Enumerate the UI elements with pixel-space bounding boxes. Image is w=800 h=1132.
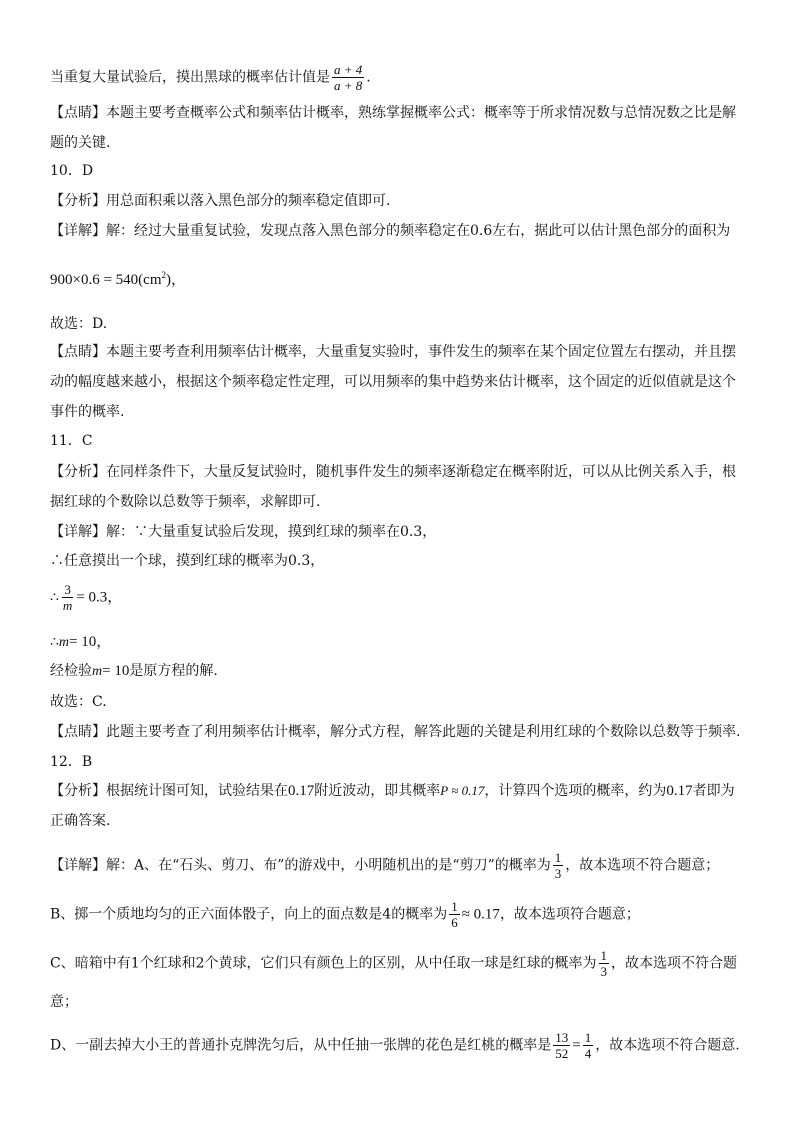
fraction-denominator: 3 — [600, 964, 608, 979]
variable: m — [58, 635, 70, 650]
fraction — [553, 1030, 570, 1061]
text: )， — [166, 272, 186, 288]
text: ，故本选项不符合题意； — [565, 857, 720, 874]
text: 经检验 — [50, 663, 92, 679]
fraction — [583, 1030, 594, 1061]
text: 附近波动，即其概率 — [314, 783, 441, 799]
question-number: 12．B — [50, 754, 93, 770]
text-line: 正确答案. — [50, 813, 111, 829]
fraction-numerator: 1 — [584, 1030, 592, 1045]
text: 者即为 — [692, 783, 735, 799]
text-line — [50, 899, 760, 930]
text-line — [50, 948, 760, 979]
text-line: 【点睛】本题主要考查概率公式和频率估计概率，熟练掌握概率公式：概率等于所求情况数与总情况数之比是解 — [50, 105, 736, 121]
text-line: 故选：C. — [50, 694, 107, 710]
text: 【分析】根据统计图可知，试验结果在 — [50, 783, 288, 799]
fraction — [61, 582, 74, 613]
therefore-symbol: ∴ — [50, 589, 59, 606]
equation-line — [50, 265, 760, 290]
text-line: 据红球的个数除以总数等于频率，求解即可. — [50, 494, 321, 510]
equals-sign: = — [572, 1037, 581, 1054]
equation: = 10， — [69, 634, 112, 650]
text-line — [50, 62, 760, 93]
text-line: 题的关键. — [50, 135, 111, 151]
equation-line — [50, 632, 760, 653]
equation: ≈ 0.17 — [461, 906, 500, 923]
equation: = 0.3， — [76, 589, 123, 606]
text: . — [366, 69, 371, 86]
equation: = 10 — [102, 663, 130, 679]
text-line — [50, 850, 760, 881]
text-line: 【点睛】此题主要考查了利用频率估计概率，解分式方程，解答此题的关键是利用红球的个数除以总数等于频率. — [50, 724, 741, 740]
text-line — [50, 661, 760, 682]
text-line: 【详解】解：经过大量重复试验，发现点落入黑色部分的频率稳定在0.6左右，据此可以估计黑色部分的面积为 — [50, 223, 731, 239]
fraction-numerator: 3 — [64, 582, 71, 597]
fraction — [553, 850, 564, 881]
fraction-denominator: a + 8 — [334, 78, 363, 93]
text-line: 意； — [50, 994, 78, 1010]
text-line — [50, 781, 760, 801]
text-line: 动的幅度越来越小，根据这个频率稳定性定理，可以用频率的集中趋势来估计概率，这个固定的近似值就是这个 — [50, 374, 736, 390]
fraction-numerator: 1 — [600, 948, 608, 963]
text: 是原方程的解. — [129, 663, 218, 679]
text-line: 事件的概率. — [50, 404, 125, 420]
text-line: 【点睛】本题主要考查利用频率估计概率，大量重复实验时，事件发生的频率在某个固定位置左右摆动，并且摆 — [50, 344, 736, 360]
fraction-denominator: 6 — [451, 915, 458, 930]
equation: 900×0.6 = 540(cm — [50, 272, 162, 288]
fraction — [332, 62, 364, 93]
superscript: 2 — [161, 270, 166, 280]
fraction — [599, 948, 610, 979]
question-number: 11．C — [50, 433, 93, 449]
text-line: 故选：D. — [50, 316, 108, 332]
value: 0.17 — [288, 783, 315, 799]
text-line: 【分析】用总面积乘以落入黑色部分的频率稳定值即可. — [50, 193, 391, 209]
text: ，故本选项不符合题意. — [595, 1037, 740, 1054]
text: 【详解】解：A、在“石头、剪刀、布”的游戏中，小明随机出的是“剪刀”的概率为 — [50, 857, 551, 874]
fraction-numerator: 1 — [451, 899, 458, 914]
variable: m — [92, 664, 103, 679]
fraction-numerator: 13 — [555, 1030, 569, 1045]
fraction-numerator: 1 — [554, 850, 562, 865]
equation-line — [50, 582, 760, 613]
text: ，故本选项不符合题 — [611, 955, 738, 972]
text: ，故本选项符合题意； — [499, 906, 640, 923]
equation: P ≈ 0.17 — [440, 783, 485, 798]
therefore-symbol: ∴ — [50, 634, 59, 650]
fraction-denominator: 4 — [584, 1046, 592, 1061]
text: D、一副去掉大小王的普通扑克牌洗匀后，从中任抽一张牌的花色是红桃的概率是 — [50, 1037, 552, 1054]
text-line: 【详解】解：∵大量重复试验后发现，摸到红球的频率在0.3， — [50, 524, 437, 540]
fraction-denominator: 3 — [554, 866, 562, 881]
text: B、掷一个质地均匀的正六面体骰子，向上的面点数是4的概率为 — [50, 906, 448, 923]
fraction-numerator: a + 4 — [334, 62, 363, 77]
fraction — [449, 899, 460, 930]
text: C、暗箱中有1个红球和2个黄球，它们只有颜色上的区别，从中任取一球是红球的概率为 — [50, 955, 597, 972]
fraction-denominator: 52 — [555, 1046, 569, 1061]
text: ，计算四个选项的概率，约为 — [484, 783, 667, 799]
value: 0.17 — [666, 783, 693, 799]
text-line: 【分析】在同样条件下，大量反复试验时，随机事件发生的频率逐渐稳定在概率附近，可以从比例关系入手，根 — [50, 464, 736, 480]
text: 当重复大量试验后，摸出黑球的概率估计值是 — [50, 69, 330, 86]
question-number: 10．D — [50, 163, 94, 179]
text-line — [50, 1030, 760, 1061]
fraction-denominator: m — [62, 598, 73, 613]
text-line: ∴任意摸出一个球，摸到红球的概率为0.3， — [50, 553, 325, 569]
